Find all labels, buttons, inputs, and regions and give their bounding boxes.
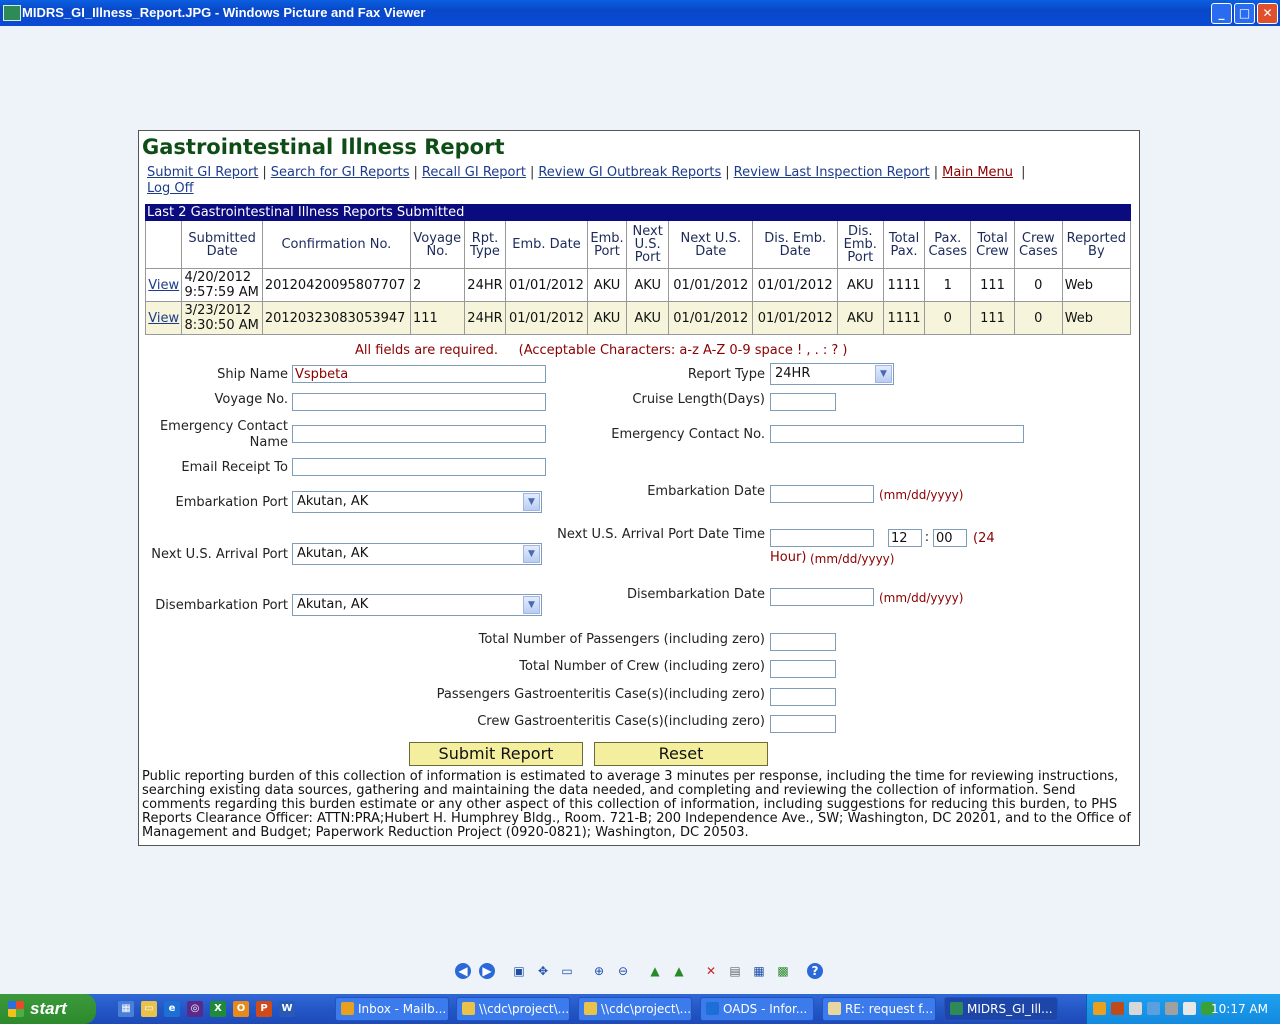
nav-log-off[interactable]: Log Off — [147, 181, 194, 196]
image-viewer-area — [0, 26, 1280, 994]
picture-viewer-app-icon — [3, 5, 21, 21]
outlook-icon — [341, 1002, 354, 1015]
system-tray — [1086, 994, 1280, 1024]
emb-date-cell: 01/01/2012 — [506, 302, 587, 335]
required-fields-note: All fields are required. (Acceptable Characters: a-z A-Z 0-9 space ! , . : ? ) — [355, 343, 848, 358]
burden-statement: Public reporting burden of this collection of information is estimated to average 3 minutes per response, including the time for reviewing instructions, searching existing data sources, gathering and maintaining the data needed, and completing and reviewing the collection of information. Send comments regarding this burden estimate or any other aspect of this collection of information, including suggestions for reducing this burden, to PHS Reports Clearance Officer: ATTN:PRA;Hubert H. Humphrey Bldg., Room. 721-B; 200 Independence Ave., SW; Washington, DC 20201, and to the Office of Management and Budget; Paperwork Reduction Project (0920-0821); Washington, DC 20503. — [142, 769, 1131, 840]
outlook-icon[interactable]: O — [233, 1001, 249, 1017]
folder-icon — [462, 1002, 475, 1015]
nav-main-menu[interactable]: Main Menu — [942, 165, 1014, 180]
next-us-arrival-port-select[interactable]: Akutan, AK ▼ — [292, 543, 542, 565]
next-us-date-cell: 01/01/2012 — [669, 269, 753, 302]
embarkation-date-input[interactable] — [770, 485, 874, 503]
total-pax-cell: 1111 — [883, 269, 925, 302]
header-voyage-no: Voyage No. — [410, 221, 464, 269]
voyage-no-input[interactable] — [292, 393, 546, 411]
internet-explorer-icon[interactable]: e — [164, 1001, 180, 1017]
table-caption: Last 2 Gastrointestinal Illness Reports Submitted — [146, 205, 1131, 221]
taskbar-item-folder-2[interactable]: \\cdc\project\... — [578, 997, 692, 1021]
folder-icon[interactable]: ▭ — [141, 1001, 157, 1017]
pax-cases-cell: 1 — [925, 269, 971, 302]
taskbar-item-picture-viewer[interactable]: MIDRS_GI_Ill... — [944, 997, 1058, 1021]
next-image-icon[interactable]: ▶ — [479, 963, 495, 979]
header-dis-emb-date: Dis. Emb. Date — [753, 221, 837, 269]
passenger-cases-label: Passengers Gastroenteritis Case(s)(including zero) — [436, 687, 765, 702]
arrival-hour-input[interactable]: 12 — [888, 529, 922, 547]
emb-date-cell: 01/01/2012 — [506, 269, 587, 302]
pax-cases-cell: 0 — [925, 302, 971, 335]
next-us-arrival-date-label: Next U.S. Arrival Port Date Time — [557, 527, 765, 542]
previous-image-icon[interactable]: ◀ — [455, 963, 471, 979]
nav-recall-gi-report[interactable]: Recall GI Report — [421, 165, 526, 180]
rotate-clockwise-icon[interactable]: ▲ — [650, 964, 660, 978]
crew-cases-cell: 0 — [1014, 302, 1062, 335]
table-row — [146, 269, 1131, 302]
help-icon[interactable]: ? — [807, 963, 823, 979]
crew-cases-cell: 0 — [1014, 269, 1062, 302]
ship-name-input[interactable]: Vspbeta — [292, 365, 546, 383]
emb-port-cell: AKU — [587, 269, 627, 302]
emergency-contact-no-label: Emergency Contact No. — [611, 427, 765, 442]
maximize-button[interactable]: □ — [1234, 3, 1255, 24]
report-type-select[interactable]: 24HR ▼ — [770, 363, 894, 385]
dis-emb-port-cell: AKU — [837, 302, 883, 335]
cruise-length-input[interactable] — [770, 393, 836, 411]
reported-by-cell: Web — [1062, 269, 1130, 302]
embarkation-port-select[interactable]: Akutan, AK ▼ — [292, 491, 542, 513]
next-us-port-cell: AKU — [627, 269, 669, 302]
email-receipt-input[interactable] — [292, 458, 546, 476]
reported-by-cell: Web — [1062, 302, 1130, 335]
total-passengers-input[interactable] — [770, 633, 836, 651]
total-crew-label: Total Number of Crew (including zero) — [519, 659, 765, 674]
header-total-pax: Total Pax. — [883, 221, 925, 269]
report-type-label: Report Type — [687, 367, 765, 382]
rpt-type-cell: 24HR — [464, 302, 506, 335]
chevron-down-icon: ▼ — [523, 545, 540, 563]
header-rpt-type: Rpt. Type — [464, 221, 506, 269]
embarkation-date-label: Embarkation Date — [647, 484, 765, 499]
zoom-in-icon[interactable]: ⊕ — [593, 964, 605, 978]
view-report-link[interactable]: View — [148, 310, 180, 326]
page-title: Gastrointestinal Illness Report — [142, 135, 505, 159]
slideshow-icon[interactable]: ▭ — [561, 964, 573, 978]
window-titlebar[interactable] — [0, 0, 1280, 26]
print-icon[interactable]: ▤ — [729, 964, 741, 978]
emb-port-cell: AKU — [587, 302, 627, 335]
taskbar-item-folder-1[interactable]: \\cdc\project\... — [456, 997, 570, 1021]
ship-name-label: Ship Name — [217, 367, 288, 382]
cruise-length-label: Cruise Length(Days) — [632, 392, 765, 407]
dis-emb-date-cell: 01/01/2012 — [753, 269, 837, 302]
dis-emb-date-cell: 01/01/2012 — [753, 302, 837, 335]
arrival-minute-input[interactable]: 00 — [933, 529, 967, 547]
nav-review-outbreak-reports[interactable]: Review GI Outbreak Reports — [538, 165, 722, 180]
voyage-no-cell: 2 — [410, 269, 464, 302]
table-row — [146, 302, 1131, 335]
header-reported-by: Reported By — [1062, 221, 1130, 269]
next-us-arrival-port-label: Next U.S. Arrival Port — [151, 547, 288, 562]
tray-tool-icon[interactable] — [1165, 1002, 1178, 1015]
report-page — [138, 130, 1140, 846]
next-us-arrival-date-input[interactable] — [770, 529, 874, 547]
chevron-down-icon: ▼ — [523, 596, 540, 614]
nav-submit-gi-report[interactable]: Submit GI Report — [147, 165, 259, 180]
disembarkation-date-label: Disembarkation Date — [627, 587, 765, 602]
voyage-no-label: Voyage No. — [214, 392, 288, 407]
crew-cases-input[interactable] — [770, 715, 836, 733]
chevron-down-icon: ▼ — [875, 365, 892, 383]
media-icon[interactable]: ◎ — [187, 1001, 203, 1017]
passenger-cases-input[interactable] — [770, 688, 836, 706]
envelope-icon — [828, 1002, 841, 1015]
header-next-us-date: Next U.S. Date — [669, 221, 753, 269]
submitted-date-cell: 4/20/2012 9:57:59 AM — [182, 269, 262, 302]
total-passengers-label: Total Number of Passengers (including zero) — [478, 632, 765, 647]
total-pax-cell: 1111 — [883, 302, 925, 335]
header-pax-cases: Pax. Cases — [925, 221, 971, 269]
rotate-counterclockwise-icon[interactable]: ▲ — [674, 964, 684, 978]
view-report-link[interactable]: View — [148, 277, 180, 293]
taskbar — [0, 994, 1280, 1024]
confirmation-no-cell: 20120420095807707 — [262, 269, 410, 302]
taskbar-item-inbox[interactable]: Inbox - Mailb... — [335, 997, 449, 1021]
dis-emb-port-cell: AKU — [837, 269, 883, 302]
internet-explorer-icon — [706, 1002, 719, 1015]
crew-cases-label: Crew Gastroenteritis Case(s)(including zero) — [477, 714, 765, 729]
rpt-type-cell: 24HR — [464, 269, 506, 302]
excel-icon[interactable]: X — [210, 1001, 226, 1017]
nav-search-gi-reports[interactable]: Search for GI Reports — [270, 165, 410, 180]
disembarkation-port-select[interactable]: Akutan, AK ▼ — [292, 594, 542, 616]
recent-reports-table — [145, 204, 1131, 335]
confirmation-no-cell: 20120323083053947 — [262, 302, 410, 335]
tray-network-icon[interactable] — [1129, 1002, 1142, 1015]
word-icon[interactable]: W — [279, 1001, 295, 1017]
next-us-port-cell: AKU — [627, 302, 669, 335]
nav-review-last-inspection[interactable]: Review Last Inspection Report — [733, 165, 930, 180]
reset-button[interactable]: Reset — [594, 742, 768, 766]
delete-icon[interactable]: ✕ — [705, 964, 717, 978]
window-title: MIDRS_GI_Illness_Report.JPG - Windows Picture and Fax Viewer — [22, 5, 426, 20]
taskbar-item-oads[interactable]: OADS - Infor... — [700, 997, 814, 1021]
windows-flag-icon — [8, 1001, 24, 1017]
email-receipt-label: Email Receipt To — [181, 460, 288, 475]
tray-security-icon[interactable] — [1111, 1002, 1124, 1015]
tray-volume-icon[interactable] — [1183, 1002, 1196, 1015]
powerpoint-icon[interactable]: P — [256, 1001, 272, 1017]
embarkation-port-label: Embarkation Port — [175, 495, 288, 510]
time-24-hour-hint: (24 — [973, 531, 995, 546]
actual-size-icon[interactable]: ✥ — [537, 964, 549, 978]
header-emb-date: Emb. Date — [506, 221, 587, 269]
header-crew-cases: Crew Cases — [1014, 221, 1062, 269]
emergency-contact-name-input[interactable] — [292, 425, 546, 443]
total-crew-input[interactable] — [770, 660, 836, 678]
show-desktop-icon[interactable]: ▦ — [118, 1001, 134, 1017]
voyage-no-cell: 111 — [410, 302, 464, 335]
header-emb-port: Emb. Port — [587, 221, 627, 269]
folder-icon — [584, 1002, 597, 1015]
zoom-out-icon[interactable]: ⊖ — [617, 964, 629, 978]
minimize-button[interactable]: _ — [1211, 3, 1232, 24]
chevron-down-icon: ▼ — [523, 493, 540, 511]
taskbar-item-email[interactable]: RE: request f... — [822, 997, 936, 1021]
total-crew-cell: 111 — [971, 269, 1015, 302]
total-crew-cell: 111 — [971, 302, 1015, 335]
next-us-arrival-date-format-hint: (mm/dd/yyyy) — [810, 552, 895, 566]
next-us-date-cell: 01/01/2012 — [669, 302, 753, 335]
disembarkation-date-format-hint: (mm/dd/yyyy) — [879, 591, 964, 605]
header-view — [146, 221, 182, 269]
header-next-us-port: Next U.S. Port — [627, 221, 669, 269]
disembarkation-date-input[interactable] — [770, 588, 874, 606]
picture-viewer-app-icon — [950, 1002, 963, 1015]
time-colon: : — [924, 530, 930, 545]
emergency-contact-name-label: Emergency Contact Name — [159, 419, 288, 450]
embarkation-date-format-hint: (mm/dd/yyyy) — [879, 488, 964, 502]
time-hour-hint: Hour) — [770, 550, 807, 565]
disembarkation-port-label: Disembarkation Port — [155, 598, 288, 613]
submit-report-button[interactable]: Submit Report — [409, 742, 583, 766]
close-button[interactable]: ✕ — [1257, 3, 1278, 24]
clock: 10:17 AM — [1211, 1002, 1268, 1016]
start-button[interactable]: start — [0, 994, 96, 1024]
header-total-crew: Total Crew — [971, 221, 1015, 269]
header-submitted-date: Submitted Date — [182, 221, 262, 269]
header-confirmation-no: Confirmation No. — [262, 221, 410, 269]
save-icon[interactable]: ▦ — [753, 964, 765, 978]
nav-links: Submit GI Report | Search for GI Reports | Recall GI Report | Review GI Outbreak Reports | Review Last Inspection Report | Main Menu | Log Off — [147, 165, 1026, 196]
tray-outlook-icon[interactable] — [1093, 1002, 1106, 1015]
submitted-date-cell: 3/23/2012 8:30:50 AM — [182, 302, 262, 335]
tray-display-icon[interactable] — [1147, 1002, 1160, 1015]
best-fit-icon[interactable]: ▣ — [513, 964, 525, 978]
header-dis-emb-port: Dis. Emb. Port — [837, 221, 883, 269]
edit-icon[interactable]: ▩ — [777, 964, 789, 978]
emergency-contact-no-input[interactable] — [770, 425, 1024, 443]
